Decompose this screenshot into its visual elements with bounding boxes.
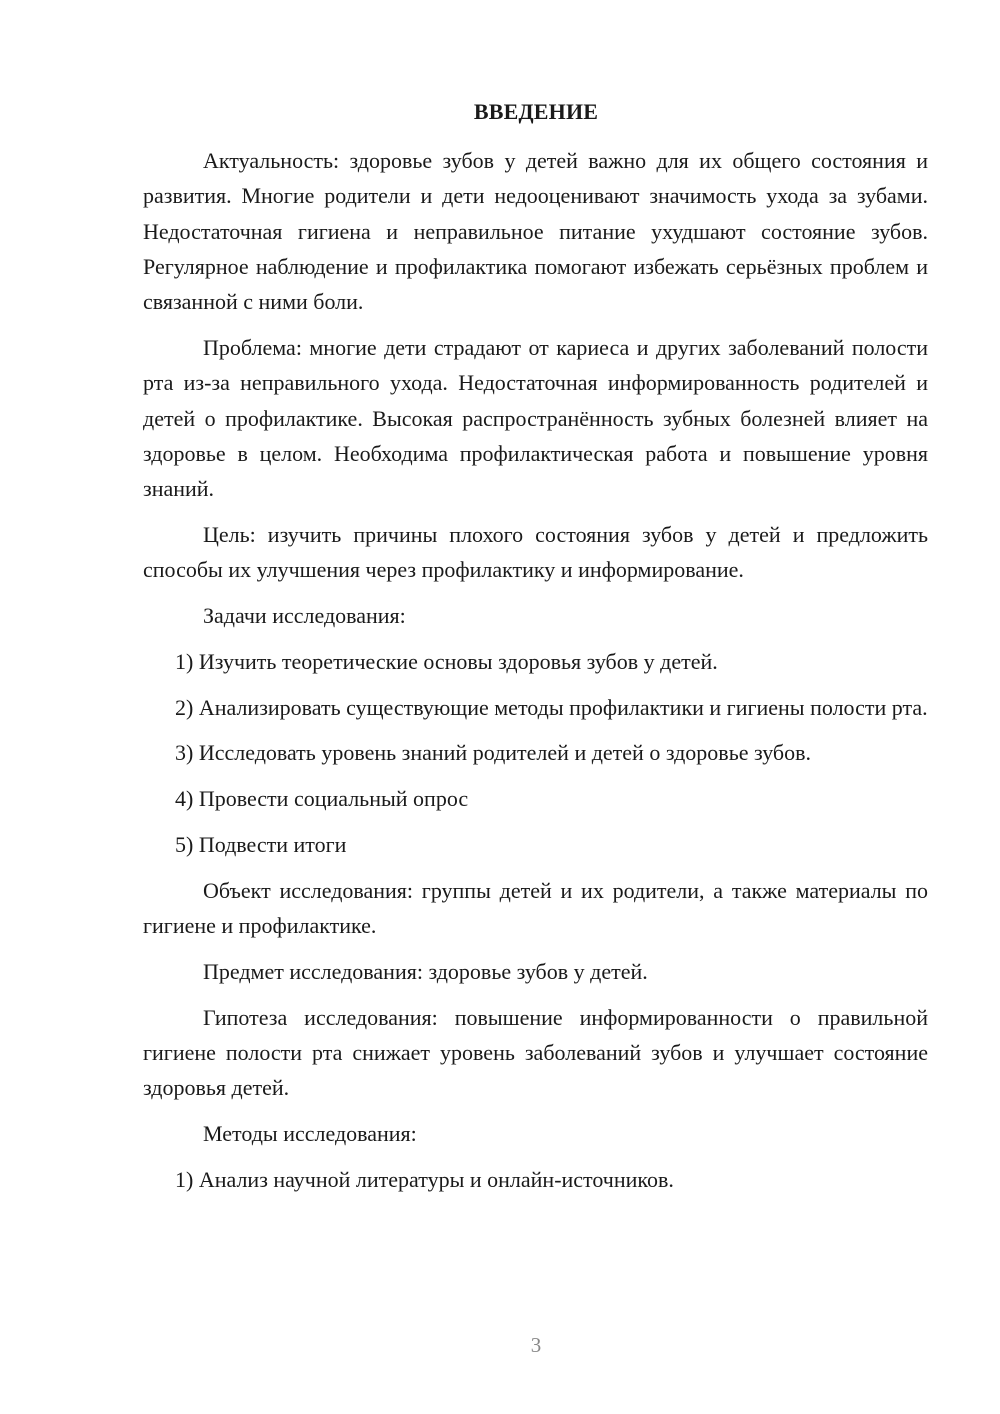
list-item-task-3: 3) Исследовать уровень знаний родителей и детей о здоровье зубов. (175, 740, 812, 766)
list-item-method-1: 1) Анализ научной литературы и онлайн-источников. (175, 1166, 674, 1192)
list-item-task-4: 4) Провести социальный опрос (175, 786, 469, 812)
list-item-task-2: 2) Анализировать существующие методы профилактики и гигиены полости рта. (175, 694, 928, 720)
paragraph-relevance: Актуальность: здоровье зубов у детей важно для их общего состояния и развития. Многие родители и дети недооценивают значимость ухода за зубами. Недостаточная гигиена и неправильное питание ухудшают состояние зубов. Регулярное наблюдение и профилактика помогают избежать серьёзных проблем и связанной с ними боли. (143, 148, 928, 315)
page-title: ВВЕДЕНИЕ (473, 99, 599, 124)
page-number: 3 (530, 1333, 542, 1357)
list-item-task-5: 5) Подвести итоги (175, 832, 347, 858)
list-item-task-1: 1) Изучить теоретические основы здоровья зубов у детей. (175, 648, 718, 674)
paragraph-methods-heading: Методы исследования: (203, 1121, 417, 1147)
paragraph-problem: Проблема: многие дети страдают от кариеса и других заболеваний полости рта из-за неправильного ухода. Недостаточная информированность родителей и детей о профилактике. Высокая распространённость зубных болезней влияет на здоровье в целом. Необходима профилактическая работа и повышение уровня знаний. (143, 334, 928, 502)
paragraph-subject: Предмет исследования: здоровье зубов у детей. (203, 958, 648, 984)
paragraph-tasks-heading: Задачи исследования: (203, 603, 406, 629)
paragraph-object: Объект исследования: группы детей и их родители, а также материалы по гигиене и профилактике. (143, 877, 928, 939)
paragraph-goal: Цель: изучить причины плохого состояния зубов у детей и предложить способы их улучшения через профилактику и информирование. (143, 521, 928, 583)
document-body (143, 143, 928, 1208)
paragraph-hypothesis: Гипотеза исследования: повышение информированности о правильной гигиене полости рта снижает уровень заболеваний зубов и улучшает состояние здоровья детей. (143, 1004, 928, 1101)
